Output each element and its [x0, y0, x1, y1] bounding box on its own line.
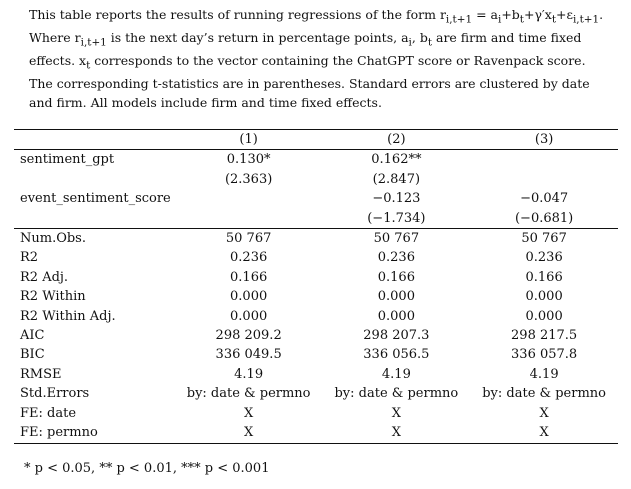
caption-sub: t	[551, 13, 557, 26]
table-cell: by: date & permno	[334, 386, 459, 402]
table-cell: X	[323, 423, 471, 443]
table-row	[14, 229, 618, 249]
caption-sub: i	[408, 36, 412, 49]
caption-text: The corresponding t-statistics are in parentheses. Standard errors are clustered by date	[29, 76, 590, 91]
header-row	[14, 130, 618, 150]
caption-sub: i,t+1	[445, 13, 473, 26]
row-label	[14, 170, 175, 189]
table-cell: (1)	[175, 130, 323, 150]
table-cell	[470, 170, 618, 189]
table-cell: 336 057.8	[511, 347, 578, 363]
table-cell: X	[391, 405, 401, 421]
table-cell: X	[244, 405, 254, 421]
table-cell: (3)	[470, 130, 618, 150]
table-cell	[175, 189, 323, 208]
row-label: BIC	[20, 347, 45, 363]
table-row	[14, 423, 618, 443]
caption-text: and firm. All models include firm and time fixed effects.	[29, 94, 382, 110]
caption-sub: t	[519, 13, 524, 26]
caption-sub: t	[86, 59, 91, 72]
caption-text: Where r	[29, 30, 81, 45]
table-cell: 298 207.3	[363, 328, 430, 344]
row-label: FE: date	[20, 405, 77, 421]
row-label: Num.Obs.	[14, 229, 175, 249]
table-cell	[175, 209, 323, 229]
table-cell: 0.000	[525, 308, 563, 324]
table-cell: 298 209.2	[215, 328, 282, 344]
caption-text: effects. x	[29, 53, 87, 68]
caption-text: .	[599, 7, 604, 22]
table-row	[14, 248, 618, 267]
table-cell: 0.236	[525, 250, 563, 266]
table-row	[14, 384, 618, 403]
row-label: event_sentiment_score	[20, 191, 171, 207]
table-cell: X	[539, 405, 549, 421]
table-cell: (2.847)	[372, 171, 421, 187]
table-cell: 0.236	[377, 250, 415, 266]
table-cell: 0.236	[230, 250, 268, 266]
table-cell: 50 767	[175, 229, 323, 249]
table-cell: by: date & permno	[482, 386, 606, 402]
caption-text: , b	[411, 30, 428, 45]
table-cell: 50 767	[323, 229, 471, 249]
table-cell	[470, 150, 618, 170]
table-row	[14, 209, 618, 229]
table-cell: 0.166	[377, 269, 415, 285]
table-cell: 0.162**	[323, 150, 471, 170]
table-row	[14, 150, 618, 170]
table-cell: 4.19	[381, 366, 411, 382]
table-cell: −0.047	[520, 191, 569, 207]
table-row	[14, 345, 618, 364]
caption-text: corresponds to the vector containing the ChatGPT score or Ravenpack score.	[90, 53, 586, 68]
caption-text: = a	[472, 7, 498, 22]
caption-sub: i	[497, 13, 502, 26]
significance-note: * p < 0.05, ** p < 0.01, *** p < 0.001	[24, 461, 270, 476]
table-caption	[29, 6, 609, 112]
caption-sub: i,t+1	[572, 13, 600, 26]
caption-text: is the next day’s return in percentage points, a	[106, 30, 409, 45]
row-label: Std.Errors	[20, 386, 90, 402]
table-row	[14, 326, 618, 345]
row-label: AIC	[20, 328, 45, 344]
table-cell: by: date & permno	[186, 386, 311, 402]
caption-sub: t	[427, 36, 433, 49]
table-cell: 0.166	[525, 269, 563, 285]
table-row	[14, 287, 618, 306]
row-label	[14, 130, 175, 150]
table-cell: (−0.681)	[514, 210, 574, 226]
table-row	[14, 189, 618, 208]
table-cell: 298 217.5	[511, 328, 578, 344]
caption-text: are firm and time fixed	[432, 30, 582, 45]
table-cell: 0.000	[377, 308, 415, 324]
table-cell: 4.19	[234, 366, 264, 382]
row-label: R2 Within Adj.	[20, 308, 116, 324]
table-cell: 0.000	[230, 289, 268, 305]
row-label: sentiment_gpt	[14, 150, 175, 170]
table-row	[14, 365, 618, 384]
table-cell: 336 049.5	[215, 347, 282, 363]
table-row	[14, 170, 618, 189]
table-row	[14, 404, 618, 423]
row-label: RMSE	[20, 366, 62, 382]
row-label	[14, 209, 175, 229]
table-row	[14, 268, 618, 287]
table-cell: 0.000	[230, 308, 268, 324]
caption-sub: i,t+1	[80, 36, 107, 49]
row-label: R2 Adj.	[20, 269, 69, 285]
table-cell: (2.363)	[224, 171, 273, 187]
regression-table	[14, 129, 618, 444]
caption-text: +ε	[556, 7, 573, 22]
table-cell: 0.130*	[175, 150, 323, 170]
caption-text: +b	[501, 7, 520, 22]
table-cell: 0.000	[377, 289, 415, 305]
row-label: R2	[20, 250, 39, 266]
table-cell: (−1.734)	[367, 210, 426, 226]
table-cell: 0.000	[525, 289, 563, 305]
table-cell: 50 767	[470, 229, 618, 249]
row-label: FE: permno	[14, 423, 175, 443]
caption-text: +γ′x	[523, 7, 552, 22]
table-cell: X	[470, 423, 618, 443]
row-label: R2 Within	[20, 289, 86, 305]
caption-text: This table reports the results of running regressions of the form r	[29, 7, 446, 22]
table-cell: −0.123	[372, 191, 421, 207]
table-cell: 0.166	[230, 269, 268, 285]
table-cell: 336 056.5	[363, 347, 430, 363]
table-cell: 4.19	[529, 366, 559, 382]
table-cell: X	[175, 423, 323, 443]
table-row	[14, 307, 618, 326]
table-cell: (2)	[323, 130, 471, 150]
